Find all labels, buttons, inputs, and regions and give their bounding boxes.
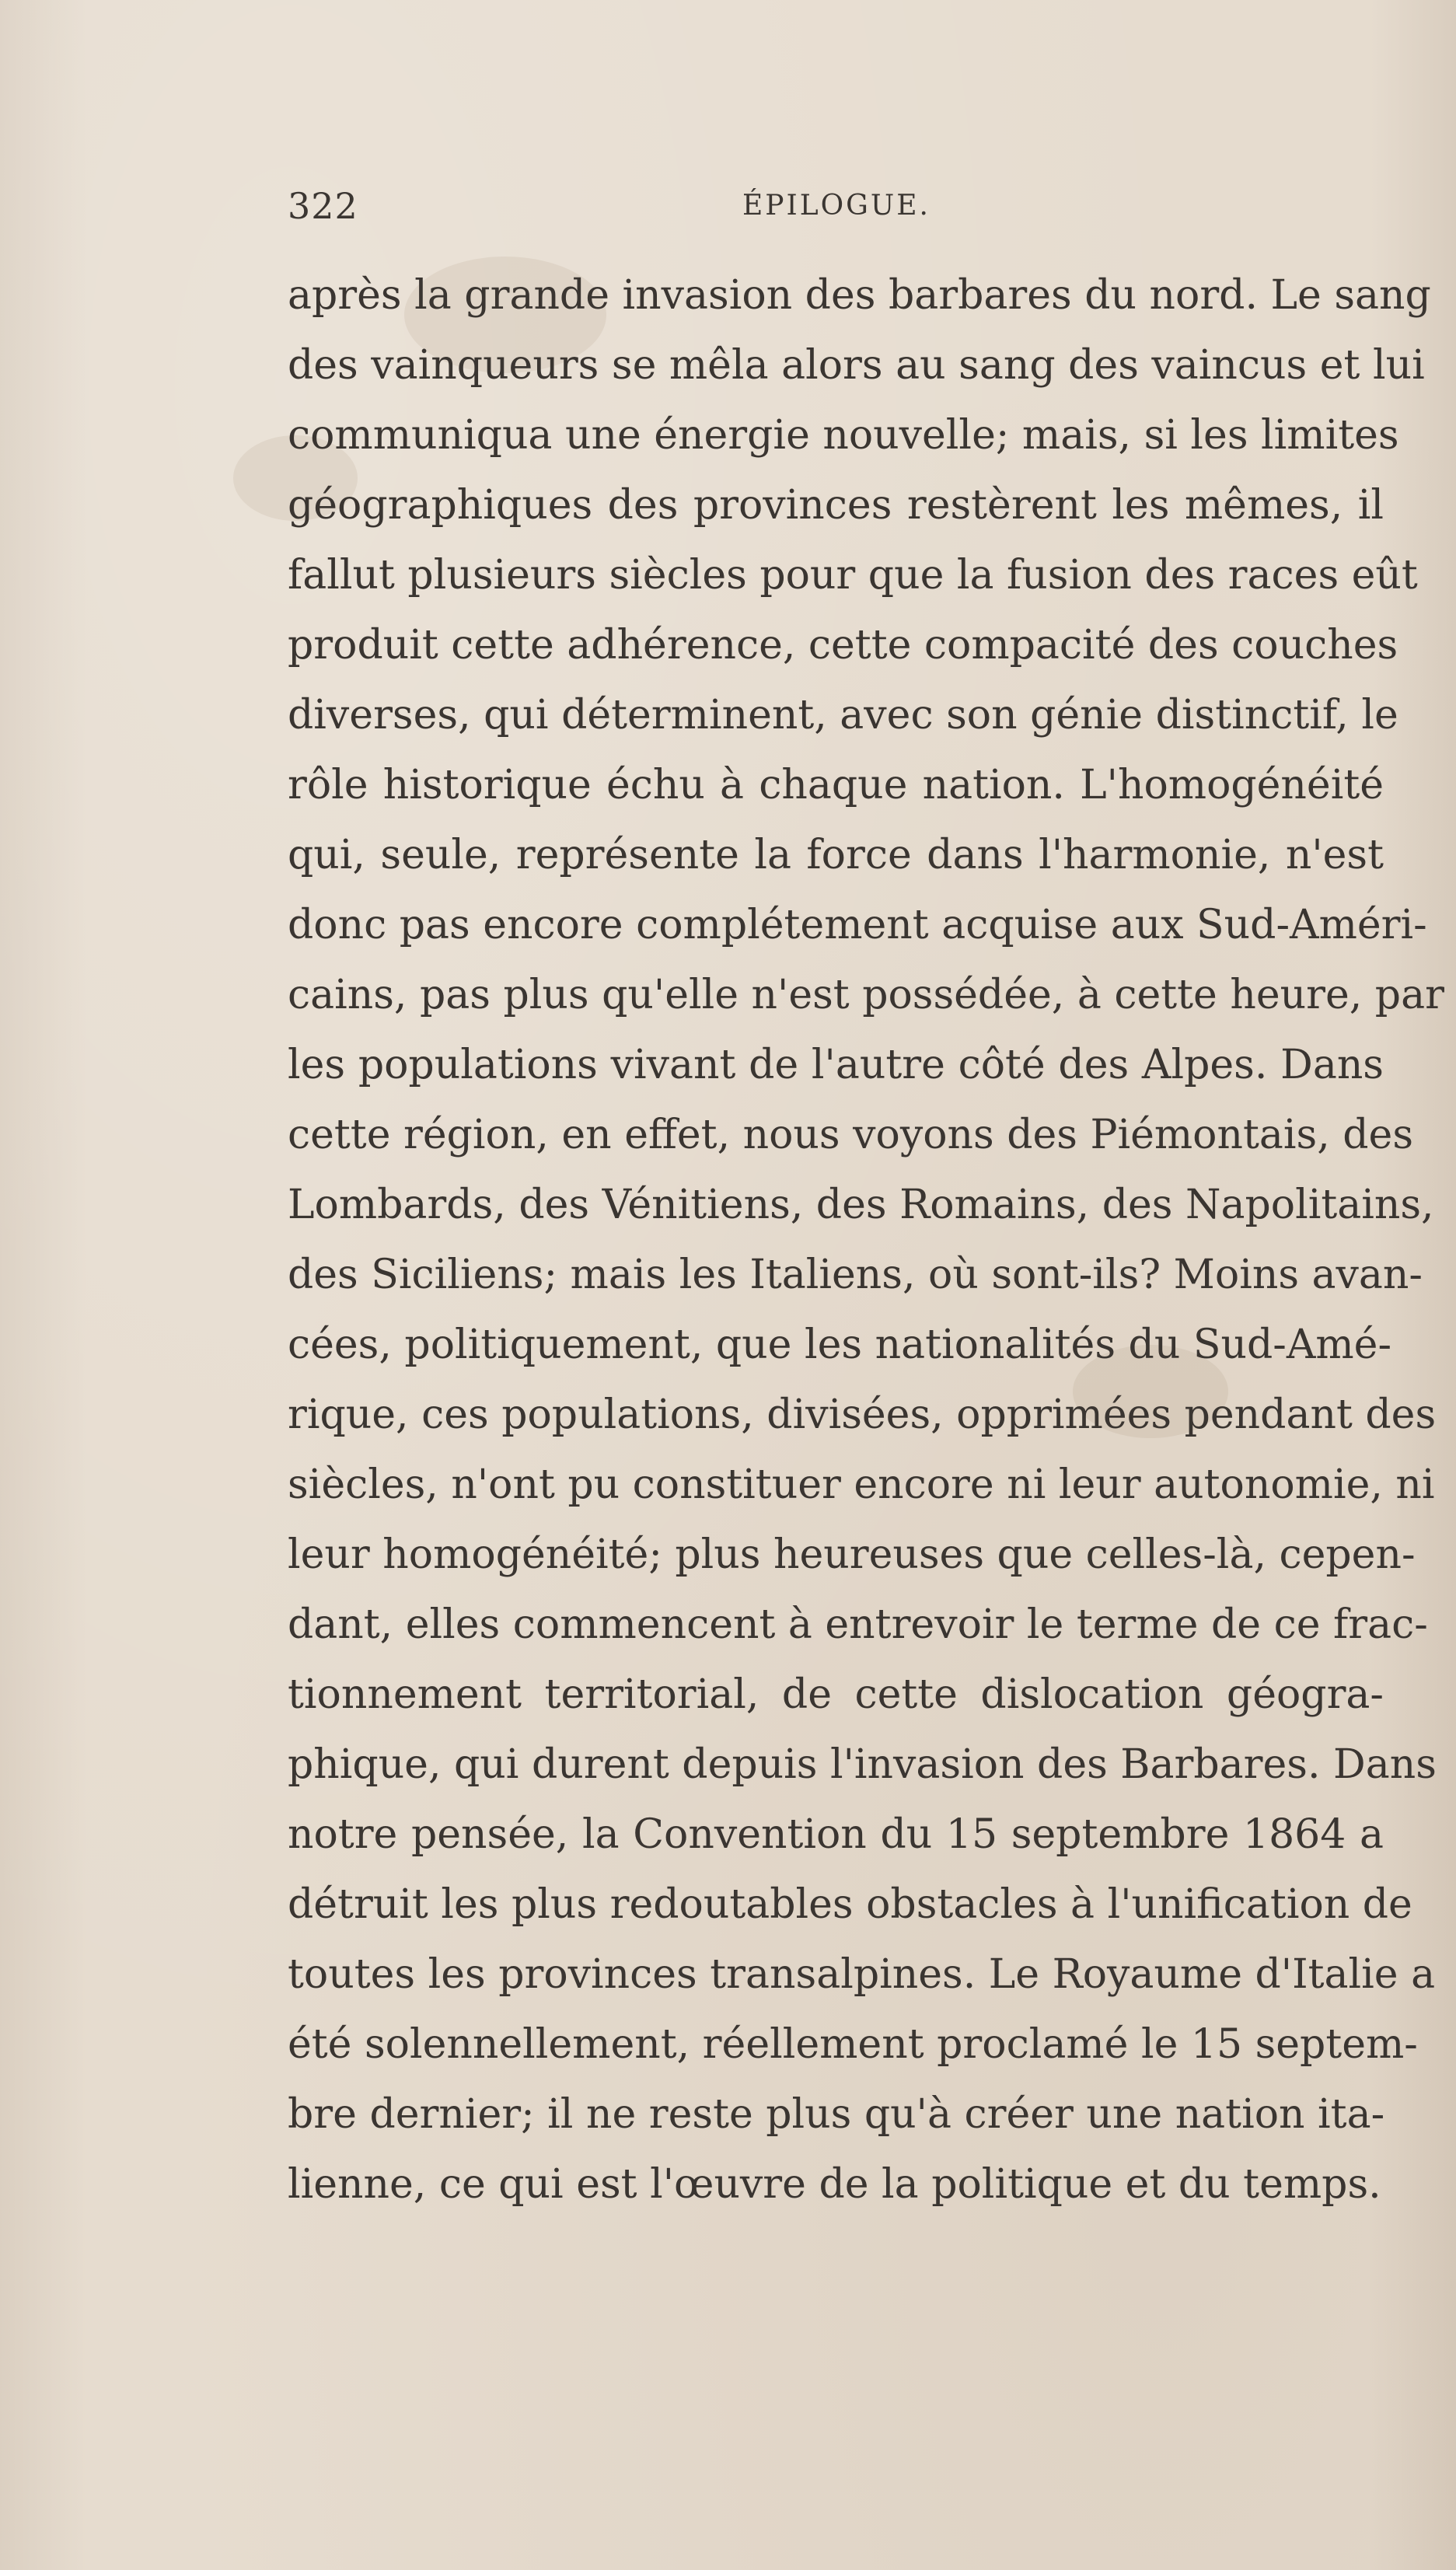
text-line: lienne, ce qui est l'œuvre de la politique et du temps. [288, 2161, 1381, 2208]
text-line: Lombards, des Vénitiens, des Romains, des Napolitains, [288, 1182, 1434, 1228]
text-line: qui, seule, représente la force dans l'harmonie, n'est [288, 832, 1384, 878]
text-line: après la grande invasion des barbares du nord. Le sang [288, 272, 1431, 319]
text-line: phique, qui durent depuis l'invasion des Barbares. Dans [288, 1741, 1437, 1788]
body-text [288, 260, 1444, 2219]
text-line: fallut plusieurs siècles pour que la fusion des races eût [288, 552, 1418, 599]
text-line: communiqua une énergie nouvelle; mais, si les limites [288, 412, 1399, 459]
text-line: donc pas encore complétement acquise aux Sud-Améri- [288, 902, 1427, 948]
text-line: tionnement territorial, de cette dislocation géogra- [288, 1671, 1384, 1718]
text-line: produit cette adhérence, cette compacité des couches [288, 622, 1398, 669]
text-line: cains, pas plus qu'elle n'est possédée, à cette heure, par [288, 972, 1444, 1018]
page-number: 322 [288, 185, 358, 227]
text-line: des Siciliens; mais les Italiens, où sont-ils? Moins avan- [288, 1252, 1423, 1298]
text-line: cées, politiquement, que les nationalités du Sud-Amé- [288, 1322, 1392, 1368]
text-line: notre pensée, la Convention du 15 septembre 1864 a [288, 1811, 1384, 1858]
running-title: ÉPILOGUE. [742, 190, 931, 222]
text-line: été solennellement, réellement proclamé le 15 septem- [288, 2021, 1418, 2068]
text-line: rique, ces populations, divisées, opprimées pendant des [288, 1392, 1437, 1438]
text-line: cette région, en effet, nous voyons des Piémontais, des [288, 1112, 1414, 1158]
text-line: les populations vivant de l'autre côté des Alpes. Dans [288, 1042, 1384, 1088]
page-header [288, 185, 1384, 239]
text-line: rôle historique échu à chaque nation. L'homogénéité [288, 762, 1384, 808]
text-line: des vainqueurs se mêla alors au sang des vaincus et lui [288, 342, 1425, 389]
text-line: détruit les plus redoutables obstacles à l'unification de [288, 1881, 1412, 1928]
text-line: diverses, qui déterminent, avec son génie distinctif, le [288, 692, 1398, 739]
text-line: géographiques des provinces restèrent les mêmes, il [288, 482, 1384, 529]
text-line: toutes les provinces transalpines. Le Royaume d'Italie a [288, 1951, 1436, 1998]
text-line: bre dernier; il ne reste plus qu'à créer une nation ita- [288, 2091, 1385, 2138]
text-line: leur homogénéité; plus heureuses que celles-là, cepen- [288, 1531, 1416, 1578]
text-line: siècles, n'ont pu constituer encore ni leur autonomie, ni [288, 1461, 1435, 1508]
text-line: dant, elles commencent à entrevoir le terme de ce frac- [288, 1601, 1428, 1648]
